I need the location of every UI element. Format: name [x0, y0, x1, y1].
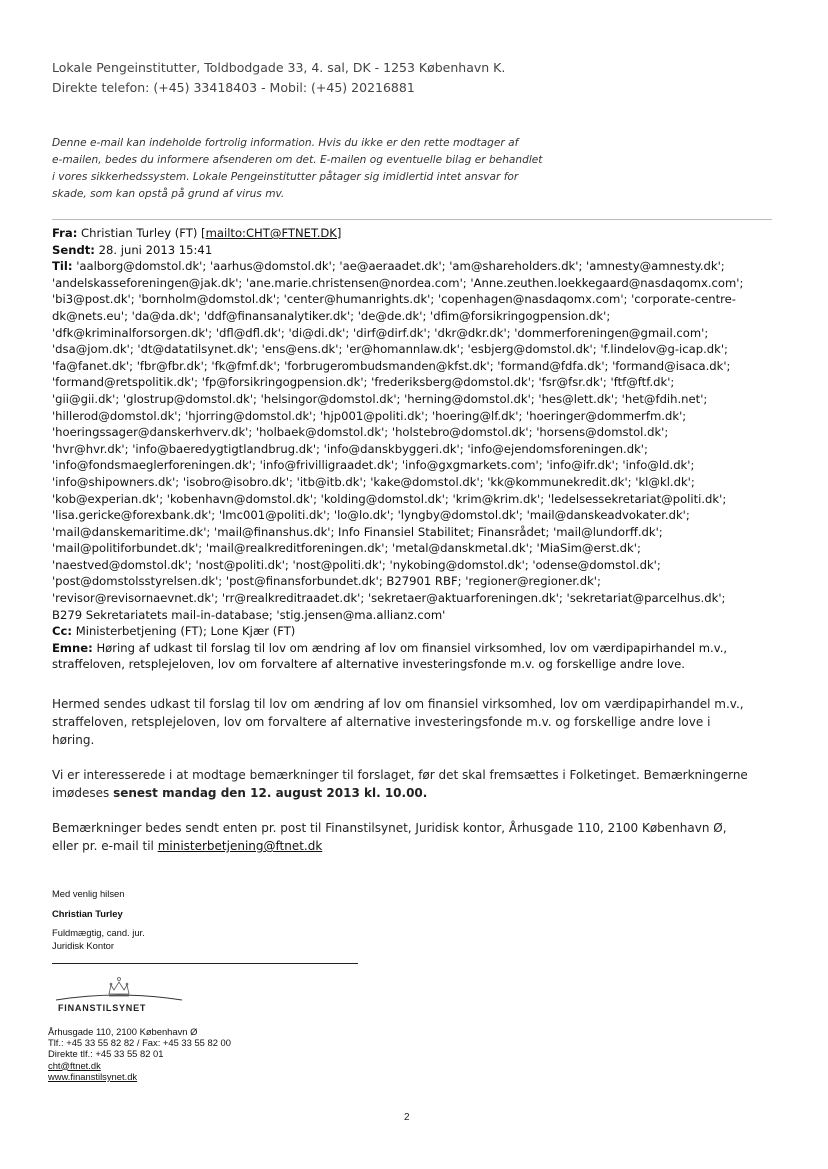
body-line: høring. — [52, 733, 95, 747]
from-label: Fra: — [52, 226, 78, 240]
body-paragraph-1 — [52, 695, 777, 749]
finanstilsynet-crown-logo — [54, 970, 184, 1026]
to-row — [52, 258, 782, 275]
address-direct-phone: Direkte tlf.: +45 33 55 82 01 — [48, 1048, 164, 1060]
subject-line: straffeloven, retsplejeloven, lov om forvaltere af alternative investeringsfonde m.v. og forskellige andre love. — [52, 657, 685, 672]
to-line: 'mail@danskemaritime.dk'; 'mail@finanshus.dk'; Info Finansiel Stabilitet; Finansrådet; 'mail@lundorff.dk'; — [52, 524, 663, 539]
email-header — [52, 225, 782, 673]
to-line: 'lisa.gericke@forexbank.dk'; 'lmc001@politi.dk'; 'lo@lo.dk'; 'lyngby@domstol.dk'; 'mail@danskeadvokater.dk'; — [52, 508, 690, 523]
to-line: 'hillerod@domstol.dk'; 'hjorring@domstol.dk'; 'hjp001@politi.dk'; 'hoering@lf.dk'; 'hoeringer@dommerfm.dk'; — [52, 408, 687, 423]
body-line: Vi er interesserede i at modtage bemærkninger til forslaget, før det skal fremsættes i Folketinget. Bemærkningerne — [52, 768, 748, 782]
cc-row — [52, 623, 782, 640]
signature-divider — [52, 963, 358, 964]
from-mailto-link[interactable]: [mailto:CHT@FTNET.DK] — [201, 226, 342, 240]
body-line: straffeloven, retsplejeloven, lov om forvaltere af alternative investeringsfonde m.v. og forskellige andre love i — [52, 715, 711, 729]
letterhead-phone: Direkte telefon: (+45) 33418403 - Mobil: (+45) 20216881 — [52, 80, 415, 95]
signature-title: Fuldmægtig, cand. jur. — [52, 927, 145, 938]
sent-row — [52, 242, 782, 259]
from-value: Christian Turley (FT) — [81, 226, 198, 240]
from-row — [52, 225, 782, 242]
to-label: Til: — [52, 259, 73, 274]
to-line: 'post@domstolsstyrelsen.dk'; 'post@finansforbundet.dk'; B27901 RBF; 'regioner@regioner.dk'; — [52, 574, 601, 589]
disclaimer-line: i vores sikkerhedssystem. Lokale Pengeinstitutter påtager sig imidlertid intet ansvar for — [52, 171, 519, 183]
to-line: 'bi3@post.dk'; 'bornholm@domstol.dk'; 'center@humanrights.dk'; 'copenhagen@nasdaqomx.com'; 'corporate-centre- — [52, 292, 736, 307]
signature-name: Christian Turley — [52, 907, 123, 919]
sent-value: 28. juni 2013 15:41 — [98, 242, 213, 257]
disclaimer-line: Denne e-mail kan indeholde fortrolig information. Hvis du ikke er den rette modtager af — [52, 137, 519, 149]
to-line: 'hvr@hvr.dk'; 'info@baeredygtigtlandbrug.dk'; 'info@danskbyggeri.dk'; 'info@ejendomsforeningen.dk'; — [52, 441, 648, 456]
to-line: 'info@shipowners.dk'; 'isobro@isobro.dk'; 'itb@itb.dk'; 'kake@domstol.dk'; 'kk@kommunekredit.dk'; 'kl@kl.dk'; — [52, 474, 695, 489]
sent-label: Sendt: — [52, 242, 95, 257]
contact-email-link[interactable]: cht@ftnet.dk — [48, 1059, 101, 1071]
signature-department: Juridisk Kontor — [52, 939, 115, 951]
crown-icon — [109, 978, 129, 997]
body-line: Hermed sendes udkast til forslag til lov om ændring af lov om finansiel virksomhed, lov om værdipapirhandel m.v., — [52, 697, 744, 711]
disclaimer-line: e-mailen, bedes du informere afsenderen om det. E-mailen og eventuelle bilag er behandlet — [52, 154, 543, 166]
to-line: 'gii@gii.dk'; 'glostrup@domstol.dk'; 'helsingor@domstol.dk'; 'herning@domstol.dk'; 'hes@lett.dk'; 'het@fdih.net'; — [52, 391, 708, 406]
to-line: 'info@fondsmaeglerforeningen.dk'; 'info@frivilligraadet.dk'; 'info@gxgmarkets.com'; 'info@ifr.dk'; 'info@ld.dk'; — [52, 458, 695, 473]
to-line: 'fa@fanet.dk'; 'fbr@fbr.dk'; 'fk@fmf.dk'; 'forbrugerombudsmanden@kfst.dk'; 'formand@fdfa.dk'; 'formand@isaca.dk'; — [52, 358, 731, 373]
to-line: B279 Sekretariatets mail-in-database; 'stig.jensen@ma.allianz.com' — [52, 607, 446, 622]
to-line: 'naestved@domstol.dk'; 'nost@politi.dk'; 'nost@politi.dk'; 'nykobing@domstol.dk'; 'odense@domstol.dk'; — [52, 557, 661, 572]
header-divider — [52, 219, 772, 220]
logo-wordmark: FINANSTILSYNET — [58, 1003, 147, 1013]
to-line: 'revisor@revisornaevnet.dk'; 'rr@realkreditraadet.dk'; 'sekretaer@aktuarforeningen.dk'; 'sekretariat@parcelhus.dk'; — [52, 591, 726, 606]
to-line: 'dfk@kriminalforsorgen.dk'; 'dfl@dfl.dk'; 'di@di.dk'; 'dirf@dirf.dk'; 'dkr@dkr.dk'; 'dommerforeningen@gmail.com'; — [52, 325, 709, 340]
to-line: 'formand@retspolitik.dk'; 'fp@forsikringogpension.dk'; 'frederiksberg@domstol.dk'; 'fsr@fsr.dk'; 'ftf@ftf.dk'; — [52, 375, 675, 390]
to-line: 'andelskasseforeningen@jak.dk'; 'ane.marie.christensen@nordea.com'; 'Anne.zeuthen.loekkegaard@nasdaqomx.com'; — [52, 275, 744, 290]
cc-value: Ministerbetjening (FT); Lone Kjær (FT) — [75, 624, 296, 639]
email-body — [52, 695, 777, 872]
signature-greeting: Med venlig hilsen — [52, 888, 125, 899]
body-paragraph-2 — [52, 766, 777, 802]
to-line: 'dsa@jom.dk'; 'dt@datatilsynet.dk'; 'ens@ens.dk'; 'er@homannlaw.dk'; 'esbjerg@domstol.dk'; 'f.lindelov@g-icap.dk'; — [52, 342, 728, 357]
subject-label: Emne: — [52, 640, 93, 655]
body-line: eller pr. e-mail til — [52, 839, 158, 853]
body-paragraph-3 — [52, 819, 777, 855]
address-street: Århusgade 110, 2100 København Ø — [48, 1026, 198, 1037]
cc-label: Cc: — [52, 624, 73, 639]
signature-block — [52, 888, 372, 952]
page-number: 2 — [404, 1112, 410, 1123]
to-line: 'hoeringssager@danskerhverv.dk'; 'holbaek@domstol.dk'; 'holstebro@domstol.dk'; 'horsens@domstol.dk'; — [52, 425, 669, 440]
letterhead-address: Lokale Pengeinstitutter, Toldbodgade 33, 4. sal, DK - 1253 København K. — [52, 60, 506, 75]
disclaimer-line: skade, som kan opstå på grund af virus mv. — [52, 188, 285, 200]
to-line: dk@nets.eu'; 'da@da.dk'; 'ddf@finansanalytiker.dk'; 'de@de.dk'; 'dfim@forsikringogpension.dk'; — [52, 308, 611, 323]
ministerbetjening-email-link[interactable]: ministerbetjening@ftnet.dk — [157, 839, 323, 853]
deadline-text: senest mandag den 12. august 2013 kl. 10.00. — [113, 786, 428, 800]
address-phone-fax: Tlf.: +45 33 55 82 82 / Fax: +45 33 55 82 00 — [48, 1037, 231, 1049]
body-line: imødeses — [52, 786, 114, 800]
subject-line: Høring af udkast til forslag til lov om ændring af lov om finansiel virksomhed, lov om værdipapirhandel m.v., — [96, 640, 728, 655]
body-line: Bemærkninger bedes sendt enten pr. post til Finanstilsynet, Juridisk kontor, Århusgade 110, 2100 København Ø, — [52, 821, 727, 835]
confidentiality-disclaimer — [52, 135, 612, 203]
to-line: 'aalborg@domstol.dk'; 'aarhus@domstol.dk'; 'ae@aeraadet.dk'; 'am@shareholders.dk'; 'amnesty@amnesty.dk'; — [76, 259, 725, 274]
to-line: 'mail@politiforbundet.dk'; 'mail@realkreditforeningen.dk'; 'metal@danskmetal.dk'; 'MiaSim@erst.dk'; — [52, 541, 641, 556]
to-line: 'kob@experian.dk'; 'kobenhavn@domstol.dk'; 'kolding@domstol.dk'; 'krim@krim.dk'; 'ledelsessekretariat@politi.dk'; — [52, 491, 727, 506]
contact-address — [48, 1026, 368, 1082]
website-link[interactable]: www.finanstilsynet.dk — [48, 1070, 138, 1082]
letterhead — [52, 58, 752, 98]
subject-row — [52, 640, 782, 657]
